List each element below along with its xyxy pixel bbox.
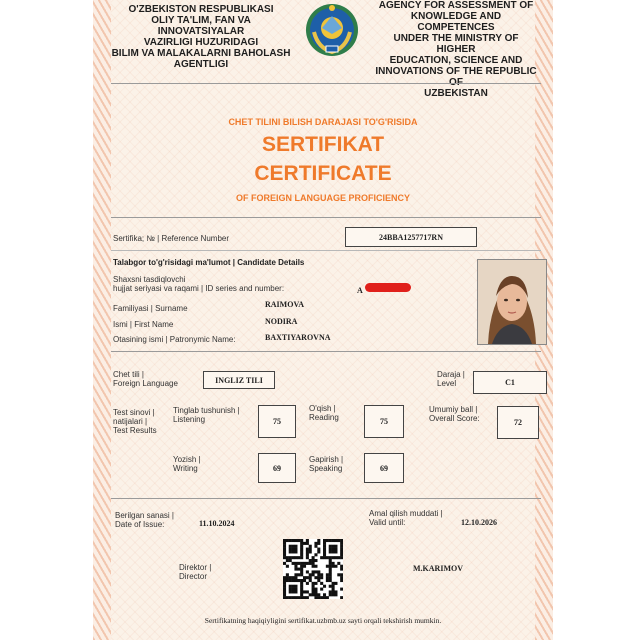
patronymic-value: BAXTIYAROVNA: [265, 333, 331, 342]
firstname-value: NODIRA: [265, 317, 298, 326]
redaction-mark: [365, 283, 411, 292]
id-value: A: [357, 286, 363, 295]
results-divider: [111, 498, 541, 499]
speaking-score: 69: [364, 453, 404, 483]
footer-verify-text: Sertifikatning haqiqiyligini sertifikat.uzbmb.uz sayti orqali tekshirish mumkin.: [204, 616, 442, 625]
decorative-border-left: [93, 0, 111, 640]
header-agency-en: AGENCY FOR ASSESSMENT OF KNOWLEDGE AND COMPETENCES UNDER THE MINISTRY OF HIGHER EDUCATION, SCIENCE AND INNOVATIONS OF THE REPUBLIC UZBEKISTAN: [375, 0, 537, 99]
listening-score: 75: [258, 405, 296, 438]
overall-score: 72: [497, 406, 539, 439]
header-divider: [111, 83, 541, 84]
candidate-photo: [477, 259, 547, 345]
qr-code-icon: [283, 539, 343, 599]
id-label: Shaxsni tasdiqlovchi hujjat seriyasi va raqami | ID series and number:: [113, 275, 285, 293]
firstname-label: Ismi | First Name: [113, 320, 174, 329]
reference-label: Sertifika; № | Reference Number: [113, 234, 230, 243]
listening-label: Tinglab tushunish | Listening: [173, 406, 240, 424]
writing-label: Yozish | Writing: [173, 455, 201, 473]
title-divider: [111, 217, 541, 218]
level-value: C1: [473, 371, 547, 394]
director-label: Direktor | Director: [179, 563, 212, 581]
reference-number: 24BBA1257717RN: [345, 227, 477, 247]
results-label: Test sinovi | natijalari | Test Results: [113, 408, 157, 435]
writing-score: 69: [258, 453, 296, 483]
reading-score: 75: [364, 405, 404, 438]
issue-date-value: 11.10.2024: [199, 519, 235, 528]
reference-divider: [111, 250, 541, 251]
reading-label: O'qish | Reading: [309, 404, 339, 422]
title-sertifikat: SERTIFIKAT: [261, 133, 385, 156]
patronymic-label: Otasining ismi | Patronymic Name:: [113, 335, 236, 344]
language-label: Chet tili | Foreign Language: [113, 370, 178, 388]
valid-until-label: Amal qilish muddati | Valid until:: [369, 509, 443, 527]
header-agency-uz: O'ZBEKISTON RESPUBLIKASI OLIY TA'LIM, FAN VA INNOVATSIYALAR VAZIRLIGI HUZURIDAGI BILIM VA MALAKALARNI BAHOLASH AGENTLIGI: [111, 4, 291, 70]
certificate: [93, 0, 553, 640]
overall-label: Umumiy ball | Overall Score:: [429, 405, 480, 423]
candidate-section-label: Talabgor to'g'risidagi ma'lumot | Candidate Details: [113, 258, 305, 267]
language-value: INGLIZ TILI: [203, 371, 275, 389]
surname-value: RAIMOVA: [265, 300, 304, 309]
level-label: Daraja | Level: [437, 370, 465, 388]
title-certificate: CERTIFICATE: [254, 162, 392, 185]
director-name: M.KARIMOV: [413, 564, 463, 573]
subtitle-en: OF FOREIGN LANGUAGE PROFICIENCY: [235, 193, 410, 203]
speaking-label: Gapirish | Speaking: [309, 455, 344, 473]
issue-date-label: Berilgan sanasi | Date of Issue:: [115, 511, 174, 529]
surname-label: Familiyasi | Surname: [113, 304, 188, 313]
subtitle-uz: CHET TILINI BILISH DARAJASI TO'G'RISIDA: [228, 117, 418, 127]
state-emblem-icon: [304, 2, 360, 58]
valid-until-value: 12.10.2026: [461, 518, 497, 527]
candidate-divider: [111, 351, 541, 352]
